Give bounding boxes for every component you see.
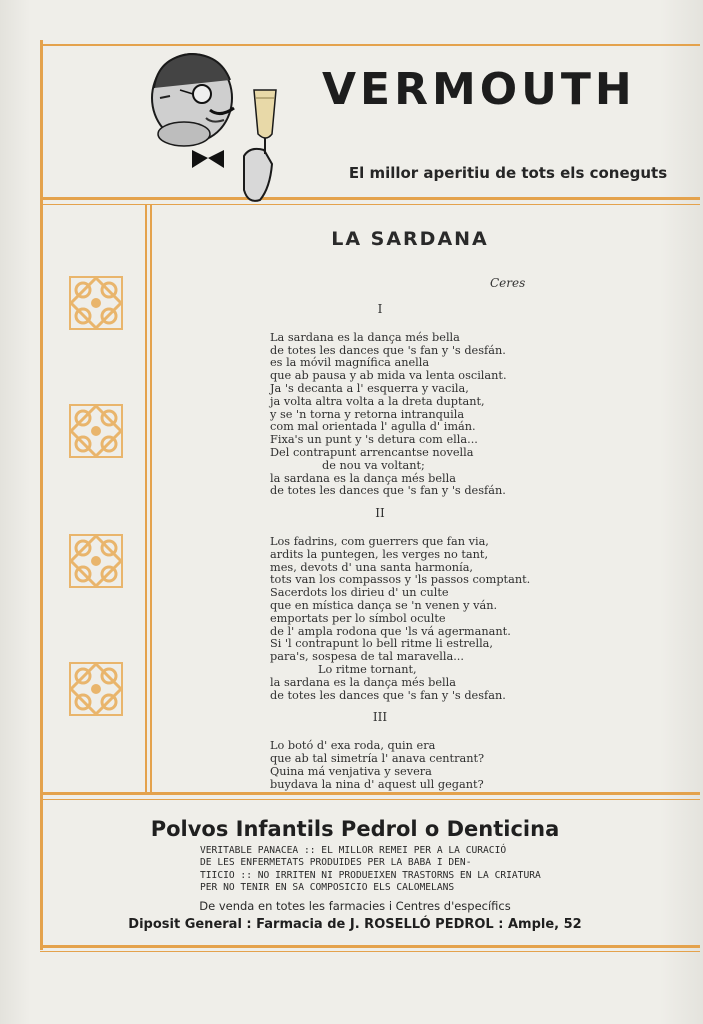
man-with-glass-illustration bbox=[140, 38, 300, 213]
sidebar-divider-inner bbox=[150, 205, 152, 795]
poem-line: que en mística dança se 'n venen y ván. bbox=[270, 598, 498, 612]
poem-line: mes, devots d' una santa harmonía, bbox=[270, 560, 474, 574]
stanza-3 bbox=[270, 740, 570, 791]
poem-line: de totes les dances que 's fan y 's desfán. bbox=[270, 343, 506, 357]
sidebar-divider bbox=[145, 205, 147, 795]
poem-line: Fixa's un punt y 's detura com ella... bbox=[270, 433, 478, 447]
poem-line: Los fadrins, com guerrers que fan via, bbox=[270, 534, 489, 548]
advert-title: Polvos Infantils Pedrol o Denticina bbox=[150, 817, 560, 841]
section-numeral: I bbox=[377, 302, 383, 316]
advert-sale-line: De venda en totes les farmacies i Centres d'específics bbox=[199, 899, 511, 913]
advert-line: VERITABLE PANACEA :: EL MILLOR REMEI PER A LA CURACIÓ bbox=[200, 845, 507, 856]
advert-line: TIICIO :: NO IRRITEN NI PRODUEIXEN TRASTORNS EN LA CRIATURA bbox=[200, 869, 541, 881]
poem-line: que ab tal simetría l' anava centrant? bbox=[270, 751, 485, 765]
frame-bottom-rule-thin bbox=[40, 951, 700, 952]
poem-line: Lo ritme tornant, bbox=[318, 662, 417, 676]
poem-line: para's, sospesa de tal maravella... bbox=[270, 650, 464, 664]
poem-body bbox=[270, 302, 570, 791]
poem-line: la sardana es la dança més bella bbox=[270, 675, 457, 689]
advert-line: DE LES ENFERMETATS PRODUIDES PER LA BABA I DEN- bbox=[200, 857, 472, 869]
advert-line: PER NO TENIR EN SA COMPOSICIO ELS CALOMELANS bbox=[200, 882, 455, 894]
poem-line: tots van los compassos y 'ls passos comptant. bbox=[270, 573, 531, 587]
poem-line: de totes les dances que 's fan y 's desfán. bbox=[270, 484, 506, 498]
poem-line: ja volta altra volta a la dreta duptant, bbox=[270, 394, 485, 408]
poem-line: emportats per lo símbol oculte bbox=[270, 611, 446, 625]
poem-line: La sardana es la dança més bella bbox=[270, 330, 460, 344]
lattice-ornament-icon bbox=[69, 404, 123, 458]
advert-top-rule-thin bbox=[40, 799, 700, 800]
poem-line: Sacerdots los dirieu d' un culte bbox=[270, 586, 449, 600]
lattice-ornament-icon bbox=[69, 662, 123, 716]
poem-line: Quina má venjativa y severa bbox=[270, 764, 432, 778]
header-bottom-rule bbox=[40, 197, 700, 200]
header-bottom-rule-thin bbox=[40, 204, 700, 205]
advert-deposit-line: Diposit General : Farmacia de J. ROSELLÓ PEDROL : Ample, 52 bbox=[128, 917, 582, 932]
frame-top-rule bbox=[40, 44, 700, 46]
poem-line: de totes les dances que 's fan y 's desfan. bbox=[270, 688, 506, 702]
poem-line: Ja 's decanta a l' esquerra y vacila, bbox=[270, 381, 469, 395]
stanza-1 bbox=[270, 332, 570, 498]
poem-line: de l' ampla rodona que 'ls vá agermanant. bbox=[270, 624, 511, 638]
poem-line: Si 'l contrapunt lo bell ritme li estrella, bbox=[270, 637, 494, 651]
poem-line: com mal orientada l' agulla d' imán. bbox=[270, 420, 476, 434]
poem-line: es la móvil magnífica anella bbox=[270, 356, 430, 370]
poem-title: LA SARDANA bbox=[331, 228, 489, 250]
vermouth-subtitle: El millor aperitiu de tots els coneguts bbox=[348, 164, 668, 182]
advert-top-rule bbox=[40, 792, 700, 795]
poem-line: y se 'n torna y retorna intranquila bbox=[270, 407, 465, 421]
lattice-ornament-icon bbox=[69, 534, 123, 588]
lattice-ornament-icon bbox=[69, 276, 123, 330]
stanza-2 bbox=[270, 536, 570, 702]
poem-line: ardits la puntegen, les verges no tant, bbox=[270, 547, 489, 561]
poem-line: la sardana es la dança més bella bbox=[270, 471, 457, 485]
poem-line: que ab pausa y ab mida va lenta oscilant. bbox=[270, 369, 507, 383]
poem-line: Del contrapunt arrencantse novella bbox=[270, 445, 474, 459]
section-numeral: III bbox=[372, 710, 388, 725]
poem-line: buydava la nina d' aquest ull gegant? bbox=[270, 777, 484, 791]
section-numeral: II bbox=[375, 506, 385, 521]
advert-body bbox=[200, 845, 560, 895]
poem-author: Ceres bbox=[490, 276, 526, 290]
poem-line: Lo botó d' exa roda, quin era bbox=[270, 739, 436, 753]
vermouth-title: VERMOUTH bbox=[322, 64, 636, 115]
frame-bottom-rule bbox=[40, 945, 700, 948]
poem-line: de nou va voltant; bbox=[322, 458, 425, 472]
frame-left-rule bbox=[40, 40, 43, 950]
